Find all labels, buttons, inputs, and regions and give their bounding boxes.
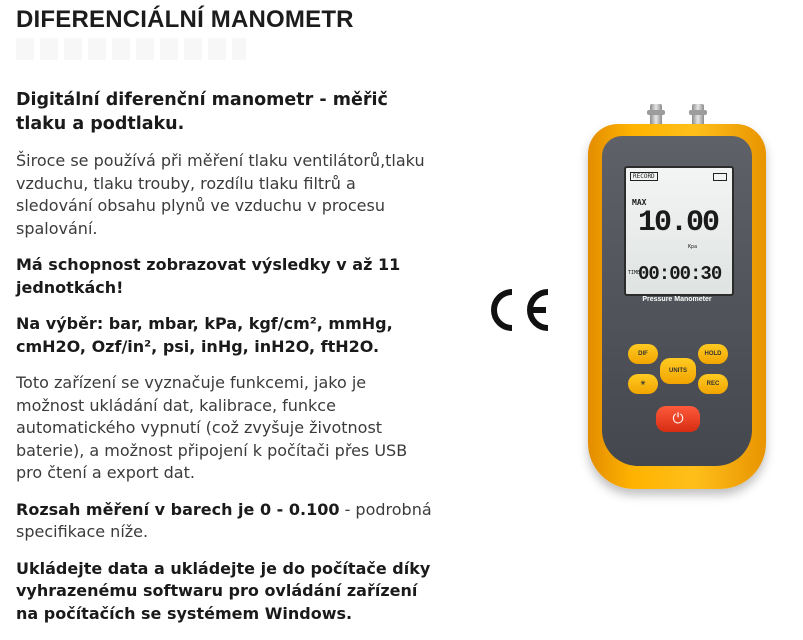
range-bold: Rozsah měření v barech je 0 - 0.100 [16,499,340,519]
display-max-label: MAX [632,198,647,207]
display-time-label: TIME [628,270,641,276]
device-display [624,166,734,296]
dif-key: DIF [628,344,658,364]
features-paragraph: Toto zařízení se vyznačuje funkcemi, jako je možnost ukládání dat, kalibrace, funkce automatického vypnutí (což zvyšuje životnost baterie), a možnost připojení k počítači přes USB pro čtení a export dat. [16,373,408,482]
range-rest: - podrobná specifikace níže. [16,499,432,541]
rec-key: REC [698,374,728,394]
description-section [16,88,436,639]
units-claim: Má schopnost zobrazovat výsledky v až 11 jednotkách! [16,255,401,297]
light-bulb-icon: ☀ [628,374,658,394]
hold-key: HOLD [698,344,728,364]
power-icon: ⏻ [656,406,700,432]
display-unit: Kpa [688,244,698,250]
display-record-label: RECORD [630,172,658,181]
faceplate-label: Pressure Manometer [642,296,712,303]
intro-paragraph: Široce se používá při měření tlaku ventilátorů,tlaku vzduchu, tlaku trouby, rozdílu tlaku filtrů a sledování obsahu plynů ve vzduchu v procesu spalování. [16,151,425,238]
title-shadow-decoration [16,38,246,60]
units-list: Na výběr: bar, mbar, kPa, kgf/cm², mmHg, cmH2O, Ozf/in², psi, inHg, inH2O, ftH2O. [16,314,393,356]
software-paragraph: Ukládejte data a ukládejte je do počítače díky vyhrazenému softwaru pro ovládání zařízení na počítačích se systémem Windows. [16,558,431,623]
product-image [580,104,780,494]
page-title: DIFERENCIÁLNÍ MANOMETR [16,6,354,33]
ce-mark-icon [484,282,556,338]
range-paragraph [16,499,436,544]
product-heading: Digitální diferenční manometr - měřič tlaku a podtlaku. [16,90,388,134]
display-value: 10.00 [638,206,719,240]
display-time: 00:00:30 [638,263,722,285]
battery-icon [713,173,727,181]
units-key: UNITS [660,358,696,384]
